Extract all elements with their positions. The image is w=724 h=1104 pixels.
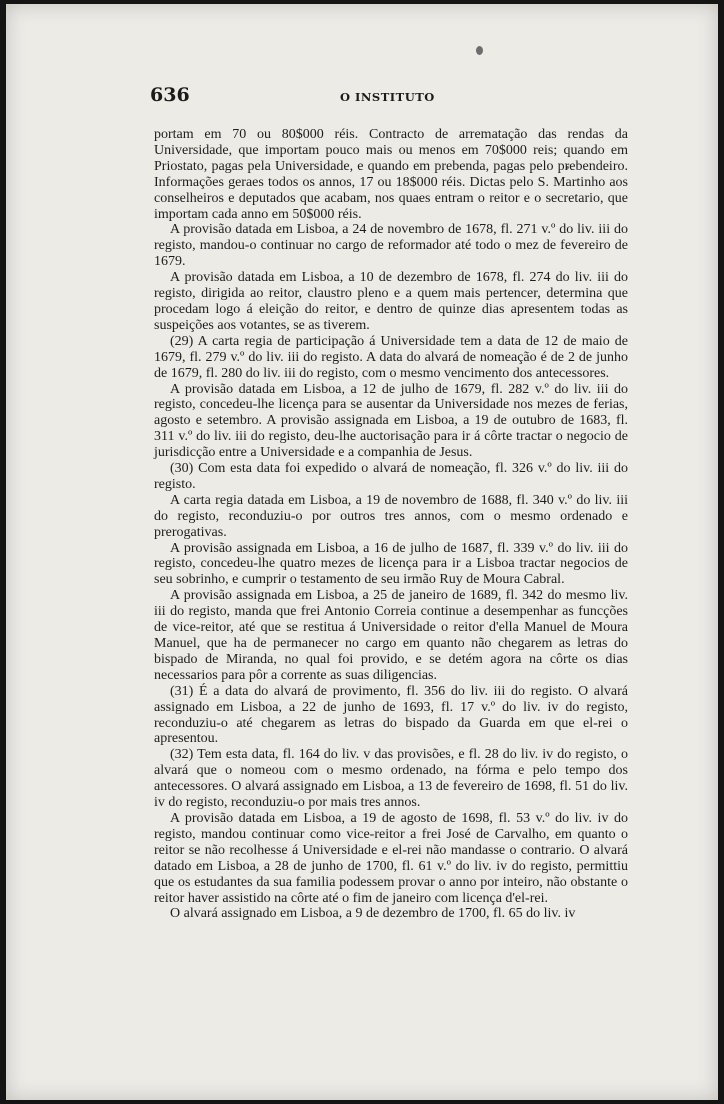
paragraph: O alvará assignado em Lisboa, a 9 de dezembro de 1700, fl. 65 do liv. iv xyxy=(170,906,576,922)
paragraph: A provisão assignada em Lisboa, a 16 de julho de 1687, fl. 339 v.º do liv. iii do registo, concedeu-lhe quatro mezes de licença para ir a Lisboa tractar negocios de seu sobrinho, e cumprir o testamento de seu irmão Ruy de Moura Cabral. xyxy=(154,540,628,588)
paragraph: A carta regia datada em Lisboa, a 19 de novembro de 1688, fl. 340 v.º do liv. iii do registo, reconduziu-o por outros tres annos, com o mesmo ordenado e prerogativas. xyxy=(154,492,628,540)
body-text xyxy=(154,127,628,922)
paragraph: A provisão datada em Lisboa, a 10 de dezembro de 1678, fl. 274 do liv. iii do registo, dirigida ao reitor, claustro pleno e a quem mais pertencer, determina que procedam logo á eleição do reitor, e dentro de quinze dias apresentem todas as suspeições aos votantes, se as tiverem. xyxy=(154,270,628,333)
note-32: (32) Tem esta data, fl. 164 do liv. v das provisões, e fl. 28 do liv. iv do registo, o alvará que o nomeou com o mesmo ordenado, na fórma e pelo tempo dos antecessores. O alvará assignado em Lisboa, a 13 de fevereiro de 1698, fl. 51 do liv. iv do registo, reconduziu-o por mais tres annos. xyxy=(154,747,628,811)
note-31: (31) É a data do alvará de provimento, fl. 356 do liv. iii do registo. O alvará assignado em Lisboa, a 22 de junho de 1693, fl. 17 v.º do liv. iv do registo, reconduziu-o até chegarem as letras do bispado da Guarda em que el-rei o apresentou. xyxy=(154,683,628,747)
paragraph: A provisão datada em Lisboa, a 12 de julho de 1679, fl. 282 v.º do liv. iii do registo, concedeu-lhe licença para se ausentar da Universidade nos mezes de ferias, agosto e setembro. A provisão assignada em Lisboa, a 19 de outubro de 1683, fl. 311 v.º do liv. iii do registo, deu-lhe auctorisação para ir á côrte tractar o negocio de jurisdicção entre a Universidade e a companhia de Jesus. xyxy=(154,381,628,461)
running-title: O INSTITUTO xyxy=(340,90,435,104)
paragraph: A provisão datada em Lisboa, a 19 de agosto de 1698, fl. 53 v.º do liv. iv do registo, mandou continuar como vice-reitor a frei José de Carvalho, em quanto o reitor se não recolhesse á Universidade e el-rei não mandasse o contrario. O alvará datado em Lisboa, a 28 de junho de 1700, fl. 61 v.º do liv. iv do registo, permittiu que os estudantes da sua familia podessem provar o anno por inteiro, não obstante o reitor haver assistido na côrte até o fim de janeiro com licença d'el-rei. xyxy=(154,810,628,906)
paragraph: A provisão assignada em Lisboa, a 25 de janeiro de 1689, fl. 342 do mesmo liv. iii do registo, manda que frei Antonio Correia continue a desempenhar as funcções de vice-reitor, até que se restitua á Universidade o reitor d'ella Manuel de Moura Manuel, que ha de permanecer no cargo em quanto não chegarem as letras do bispado de Miranda, no qual foi provido, e se detém agora na côrte os dias necessarios para pôr a corrente as suas diligencias. xyxy=(154,588,628,683)
paragraph: A provisão datada em Lisboa, a 24 de novembro de 1678, fl. 271 v.º do liv. iii do registo, mandou-o continuar no cargo de reformador até todo o mez de fevereiro de 1679. xyxy=(154,222,628,270)
note-30: (30) Com esta data foi expedido o alvará de nomeação, fl. 326 v.º do liv. iii do registo. xyxy=(154,461,628,492)
note-29: (29) A carta regia de participação á Universidade tem a data de 12 de maio de 1679, fl. 279 v.º do liv. iii do registo. A data do alvará de nomeação é de 2 de junho de 1679, fl. 280 do liv. iii do registo, com o mesmo vencimento dos antecessores. xyxy=(154,333,628,381)
ink-speck xyxy=(476,46,483,55)
page-header xyxy=(150,84,630,106)
page-number: 636 xyxy=(150,84,190,106)
paragraph: portam em 70 ou 80$000 réis. Contracto de arrematação das rendas da Universidade, que importam pouco mais ou menos em 70$000 reis; quando em Priostato, pagas pela Universidade, e quando em prebenda, pagas pelo prebendeiro. Informações geraes todos os annos, 17 ou 18$000 réis. Dictas pelo S. Martinho aos conselheiros e deputados que acabam, nos quaes entram o reitor e o secretario, que importam cada anno em 50$000 réis. xyxy=(154,127,628,222)
